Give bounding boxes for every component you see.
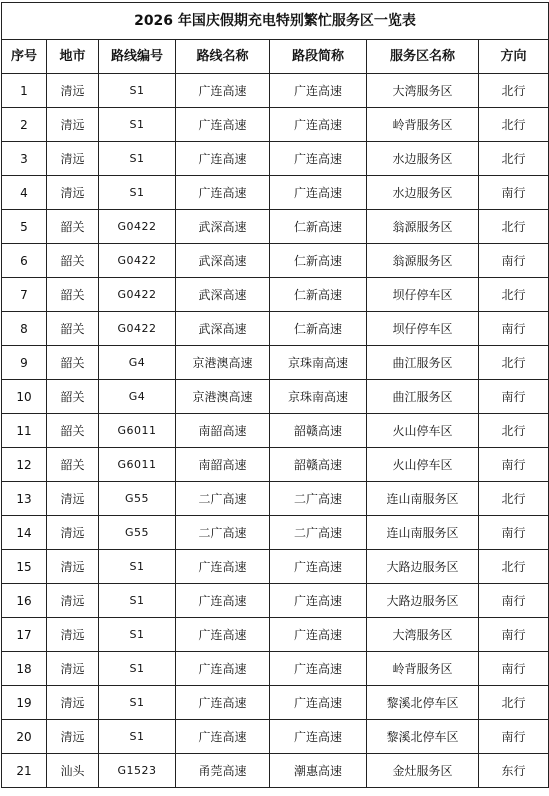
cell-direction: 南行	[479, 720, 549, 754]
cell-route-code: S1	[99, 720, 176, 754]
cell-seq: 1	[2, 74, 47, 108]
cell-service-area: 翁源服务区	[367, 210, 479, 244]
cell-service-area: 曲江服务区	[367, 346, 479, 380]
header-direction: 方向	[479, 40, 549, 74]
cell-route-name: 广连高速	[176, 618, 270, 652]
cell-route-code: S1	[99, 108, 176, 142]
cell-route-name: 广连高速	[176, 74, 270, 108]
cell-route-name: 甬莞高速	[176, 754, 270, 788]
table-row	[2, 516, 549, 550]
cell-service-area: 金灶服务区	[367, 754, 479, 788]
cell-section-name: 韶赣高速	[270, 448, 367, 482]
cell-route-name: 广连高速	[176, 584, 270, 618]
cell-route-code: G0422	[99, 244, 176, 278]
table-row	[2, 142, 549, 176]
table-row	[2, 244, 549, 278]
cell-route-name: 武深高速	[176, 278, 270, 312]
cell-service-area: 大湾服务区	[367, 74, 479, 108]
cell-city: 韶关	[47, 414, 99, 448]
cell-route-name: 武深高速	[176, 312, 270, 346]
table-row	[2, 108, 549, 142]
cell-city: 韶关	[47, 244, 99, 278]
table-row	[2, 448, 549, 482]
header-route-name: 路线名称	[176, 40, 270, 74]
cell-service-area: 大路边服务区	[367, 550, 479, 584]
cell-direction: 北行	[479, 278, 549, 312]
cell-route-name: 二广高速	[176, 482, 270, 516]
cell-route-code: S1	[99, 652, 176, 686]
cell-city: 清远	[47, 618, 99, 652]
table-row	[2, 686, 549, 720]
cell-city: 清远	[47, 584, 99, 618]
cell-seq: 5	[2, 210, 47, 244]
table-row	[2, 754, 549, 788]
cell-section-name: 二广高速	[270, 516, 367, 550]
cell-city: 清远	[47, 142, 99, 176]
table-row	[2, 482, 549, 516]
cell-seq: 4	[2, 176, 47, 210]
cell-direction: 北行	[479, 142, 549, 176]
cell-city: 清远	[47, 550, 99, 584]
cell-section-name: 广连高速	[270, 652, 367, 686]
cell-section-name: 仁新高速	[270, 244, 367, 278]
cell-route-name: 武深高速	[176, 210, 270, 244]
cell-seq: 13	[2, 482, 47, 516]
cell-direction: 南行	[479, 176, 549, 210]
cell-direction: 南行	[479, 312, 549, 346]
cell-city: 韶关	[47, 278, 99, 312]
cell-route-code: S1	[99, 142, 176, 176]
table-row	[2, 312, 549, 346]
table-row	[2, 74, 549, 108]
cell-direction: 南行	[479, 652, 549, 686]
cell-seq: 8	[2, 312, 47, 346]
cell-section-name: 二广高速	[270, 482, 367, 516]
cell-seq: 12	[2, 448, 47, 482]
cell-seq: 18	[2, 652, 47, 686]
cell-service-area: 坝仔停车区	[367, 278, 479, 312]
cell-route-name: 京港澳高速	[176, 346, 270, 380]
cell-service-area: 连山南服务区	[367, 516, 479, 550]
cell-service-area: 火山停车区	[367, 414, 479, 448]
cell-seq: 11	[2, 414, 47, 448]
cell-route-name: 武深高速	[176, 244, 270, 278]
table-row	[2, 380, 549, 414]
cell-route-name: 广连高速	[176, 720, 270, 754]
cell-route-code: S1	[99, 74, 176, 108]
cell-section-name: 京珠南高速	[270, 346, 367, 380]
cell-city: 清远	[47, 516, 99, 550]
header-service-area: 服务区名称	[367, 40, 479, 74]
cell-route-code: G4	[99, 346, 176, 380]
header-section-name: 路段简称	[270, 40, 367, 74]
cell-direction: 北行	[479, 210, 549, 244]
cell-route-name: 广连高速	[176, 108, 270, 142]
cell-route-code: G4	[99, 380, 176, 414]
cell-section-name: 广连高速	[270, 618, 367, 652]
cell-direction: 北行	[479, 74, 549, 108]
table-row	[2, 414, 549, 448]
cell-direction: 南行	[479, 380, 549, 414]
cell-section-name: 仁新高速	[270, 210, 367, 244]
cell-section-name: 广连高速	[270, 176, 367, 210]
cell-direction: 北行	[479, 414, 549, 448]
cell-route-code: G6011	[99, 448, 176, 482]
cell-route-code: S1	[99, 176, 176, 210]
cell-route-name: 京港澳高速	[176, 380, 270, 414]
cell-service-area: 火山停车区	[367, 448, 479, 482]
cell-city: 清远	[47, 176, 99, 210]
table-row	[2, 278, 549, 312]
cell-direction: 北行	[479, 482, 549, 516]
cell-city: 清远	[47, 720, 99, 754]
cell-section-name: 广连高速	[270, 108, 367, 142]
cell-route-name: 广连高速	[176, 652, 270, 686]
cell-service-area: 水边服务区	[367, 142, 479, 176]
cell-route-name: 南韶高速	[176, 448, 270, 482]
cell-section-name: 韶赣高速	[270, 414, 367, 448]
cell-route-name: 广连高速	[176, 550, 270, 584]
cell-route-code: G55	[99, 482, 176, 516]
cell-route-code: G1523	[99, 754, 176, 788]
cell-direction: 南行	[479, 584, 549, 618]
cell-city: 韶关	[47, 448, 99, 482]
table-row	[2, 652, 549, 686]
header-row	[2, 40, 549, 74]
cell-service-area: 水边服务区	[367, 176, 479, 210]
cell-city: 韶关	[47, 210, 99, 244]
table-row	[2, 720, 549, 754]
cell-seq: 3	[2, 142, 47, 176]
cell-direction: 北行	[479, 346, 549, 380]
spreadsheet-sheet	[1, 2, 548, 792]
cell-city: 清远	[47, 108, 99, 142]
cell-seq: 2	[2, 108, 47, 142]
cell-service-area: 坝仔停车区	[367, 312, 479, 346]
cell-route-code: S1	[99, 686, 176, 720]
cell-city: 清远	[47, 652, 99, 686]
cell-direction: 南行	[479, 244, 549, 278]
table-row	[2, 584, 549, 618]
cell-service-area: 大湾服务区	[367, 618, 479, 652]
table-body	[2, 74, 549, 788]
cell-section-name: 仁新高速	[270, 312, 367, 346]
cell-section-name: 广连高速	[270, 74, 367, 108]
cell-seq: 20	[2, 720, 47, 754]
cell-seq: 19	[2, 686, 47, 720]
cell-seq: 17	[2, 618, 47, 652]
header-city: 地市	[47, 40, 99, 74]
cell-direction: 南行	[479, 448, 549, 482]
table-row	[2, 210, 549, 244]
cell-service-area: 黎溪北停车区	[367, 686, 479, 720]
cell-service-area: 翁源服务区	[367, 244, 479, 278]
cell-direction: 东行	[479, 754, 549, 788]
cell-seq: 16	[2, 584, 47, 618]
cell-route-name: 广连高速	[176, 176, 270, 210]
cell-section-name: 潮惠高速	[270, 754, 367, 788]
cell-direction: 北行	[479, 108, 549, 142]
cell-direction: 南行	[479, 516, 549, 550]
cell-route-name: 南韶高速	[176, 414, 270, 448]
cell-section-name: 仁新高速	[270, 278, 367, 312]
cell-route-name: 广连高速	[176, 686, 270, 720]
cell-city: 韶关	[47, 312, 99, 346]
cell-service-area: 曲江服务区	[367, 380, 479, 414]
table-title: 2026 年国庆假期充电特别繁忙服务区一览表	[2, 3, 549, 40]
cell-city: 清远	[47, 482, 99, 516]
cell-section-name: 广连高速	[270, 584, 367, 618]
cell-route-code: G0422	[99, 312, 176, 346]
table-row	[2, 176, 549, 210]
cell-seq: 14	[2, 516, 47, 550]
header-route-code: 路线编号	[99, 40, 176, 74]
cell-route-name: 广连高速	[176, 142, 270, 176]
cell-section-name: 广连高速	[270, 550, 367, 584]
cell-section-name: 广连高速	[270, 686, 367, 720]
cell-route-code: G55	[99, 516, 176, 550]
cell-direction: 南行	[479, 618, 549, 652]
cell-seq: 21	[2, 754, 47, 788]
table-row	[2, 550, 549, 584]
cell-seq: 10	[2, 380, 47, 414]
table-row	[2, 618, 549, 652]
cell-service-area: 岭背服务区	[367, 108, 479, 142]
cell-seq: 6	[2, 244, 47, 278]
cell-seq: 15	[2, 550, 47, 584]
table-row	[2, 346, 549, 380]
cell-service-area: 黎溪北停车区	[367, 720, 479, 754]
cell-service-area: 大路边服务区	[367, 584, 479, 618]
cell-city: 韶关	[47, 380, 99, 414]
cell-section-name: 京珠南高速	[270, 380, 367, 414]
service-area-table	[1, 2, 549, 788]
cell-section-name: 广连高速	[270, 720, 367, 754]
cell-route-code: G0422	[99, 210, 176, 244]
cell-route-code: S1	[99, 618, 176, 652]
header-seq: 序号	[2, 40, 47, 74]
cell-city: 汕头	[47, 754, 99, 788]
cell-seq: 9	[2, 346, 47, 380]
cell-route-code: S1	[99, 550, 176, 584]
cell-route-code: G0422	[99, 278, 176, 312]
cell-section-name: 广连高速	[270, 142, 367, 176]
cell-route-code: G6011	[99, 414, 176, 448]
cell-direction: 北行	[479, 550, 549, 584]
cell-service-area: 岭背服务区	[367, 652, 479, 686]
cell-route-name: 二广高速	[176, 516, 270, 550]
cell-city: 清远	[47, 686, 99, 720]
cell-seq: 7	[2, 278, 47, 312]
cell-route-code: S1	[99, 584, 176, 618]
cell-service-area: 连山南服务区	[367, 482, 479, 516]
cell-city: 清远	[47, 74, 99, 108]
cell-direction: 北行	[479, 686, 549, 720]
cell-city: 韶关	[47, 346, 99, 380]
